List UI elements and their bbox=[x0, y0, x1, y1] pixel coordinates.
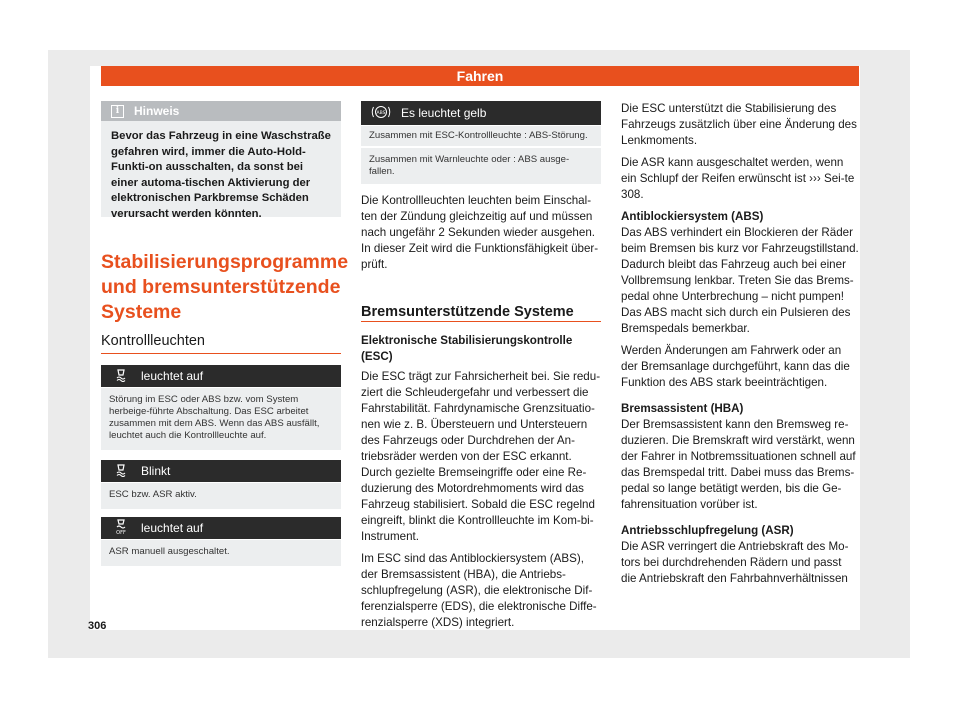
subsection-bremsunterstuetzende: Bremsunterstützende Systeme bbox=[361, 304, 574, 320]
lamp-text: Störung im ESC oder ABS bzw. vom System herbeige-führte Abschaltung. Das ESC arbeitet zusammen mit dem ABS. Wenn das ABS ausfällt, leuchtet auch die Kontrollleuchte auf. bbox=[101, 388, 341, 450]
abs-yellow-header bbox=[361, 101, 601, 125]
lamp-text: ESC bzw. ASR aktiv. bbox=[101, 483, 341, 509]
lamp-label: leuchtet auf bbox=[141, 521, 204, 535]
svg-text:ABS: ABS bbox=[376, 110, 386, 116]
subsection-kontrollleuchten: Kontrollleuchten bbox=[101, 333, 205, 349]
page-number: 306 bbox=[88, 620, 107, 632]
lamp-header-asr-off bbox=[101, 517, 341, 539]
esc-paragraph: Im ESC sind das Antiblockiersystem (ABS), der Bremsassistent (HBA), die Antriebs-schlupfregelung (ASR), die elektronische Dif-ferenzialsperre (EDS), die elektronische Diffe-renzialsperre (XDS) integriert. bbox=[361, 552, 597, 629]
paragraph: Die ASR verringert die Antriebskraft des Mo-tors bei durchdrehenden Rädern und passt die Antriebskraft den Fahrbahnverhältnissen bbox=[621, 540, 849, 585]
asr-heading: Antriebsschlupfregelung (ASR) bbox=[621, 524, 794, 537]
info-icon: i bbox=[111, 105, 124, 118]
paragraph-asr-link: Die ASR kann ausgeschaltet werden, wenn ein Schlupf der Reifen erwünscht ist ››› Sei-te 308. bbox=[621, 156, 855, 201]
paragraph: Das ABS verhindert ein Blockieren der Räder beim Bremsen bis kurz vor Fahrzeugstillstand. Dadurch bleibt das Fahrzeug auch bei einer Vollbremsung lenkbar. Treten Sie das Brems-pedal ohne Unterbrechung – nicht pumpen! Das ABS macht sich durch ein Pulsieren des Bremspedals bemerkbar. bbox=[621, 226, 859, 335]
esc-section bbox=[361, 333, 603, 637]
hba-heading: Bremsassistent (HBA) bbox=[621, 402, 744, 415]
abs-yellow-label: Es leuchtet gelb bbox=[401, 106, 487, 120]
note-box bbox=[101, 101, 341, 220]
note-text: Bevor das Fahrzeug in eine Waschstraße gefahren wird, immer die Auto-Hold-Funkti-on ausschalten, da sonst bei einer automa-tischen Aktivierung der elektronischen Parkbremse Schäden verursacht werden könnten. bbox=[111, 130, 331, 220]
intro-paragraph: Die Kontrollleuchten leuchten beim Einschal-ten der Zündung gleichzeitig auf und müssen nach ungefähr 2 Sekunden wieder ausgehen. In dieser Zeit wird die Funktionsfähigkeit über-prüft. bbox=[361, 194, 599, 271]
lamp-label: Blinkt bbox=[141, 464, 171, 478]
right-column bbox=[621, 101, 859, 593]
paragraph: Der Bremsassistent kann den Bremsweg re-duzieren. Die Bremskraft wird verstärkt, wenn der Fahrer in Notbremssituationen schnell auf das Bremspedal tritt. Dabei muss das Brems-pedal so lange betätigt werden, bis die Ge-fahrensituation vorüber ist. bbox=[621, 418, 856, 511]
esc-warning-icon bbox=[101, 368, 141, 385]
abs-icon bbox=[361, 105, 401, 122]
esc-heading: Elektronische Stabilisierungskontrolle (ESC) bbox=[361, 334, 573, 363]
lamp-header-esc-on bbox=[101, 365, 341, 387]
abs-row: Zusammen mit Warnleuchte oder : ABS ausge-fallen. bbox=[361, 148, 601, 184]
abs-row: Zusammen mit ESC-Kontrollleuchte : ABS-Störung. bbox=[361, 126, 601, 146]
note-title: Hinweis bbox=[134, 104, 180, 118]
paragraph: Werden Änderungen am Fahrwerk oder an der Bremsanlage durchgeführt, kann das die Funktion des ABS stark beeinträchtigen. bbox=[621, 344, 850, 389]
esc-warning-icon bbox=[101, 463, 141, 480]
esc-off-icon bbox=[101, 519, 141, 538]
paragraph: Die ESC unterstützt die Stabilisierung des Fahrzeugs zusätzlich über eine Änderung des Lenkmoments. bbox=[621, 102, 857, 147]
section-title: Stabilisierungsprogramme und bremsunterstützende Systeme bbox=[101, 251, 349, 323]
chapter-header: Fahren bbox=[101, 66, 859, 86]
divider bbox=[361, 321, 601, 322]
lamp-header-esc-blink bbox=[101, 460, 341, 482]
divider bbox=[101, 353, 341, 354]
lamp-text: ASR manuell ausgeschaltet. bbox=[101, 540, 341, 566]
lamp-label: leuchtet auf bbox=[141, 369, 204, 383]
svg-text:OFF: OFF bbox=[116, 529, 126, 535]
note-header bbox=[101, 101, 341, 121]
esc-paragraph: Die ESC trägt zur Fahrsicherheit bei. Sie redu-ziert die Schleudergefahr und verbessert die Fahrstabilität. Fahrdynamische Grenzsituatio-nen wie z. B. Übersteuern und Untersteuern des Fahrzeugs oder Durchdrehen der An-triebsräder werden von der ESC erkannt. Durch gezielte Bremseingriffe oder eine Re-duzierung des Motordrehmoments wird das Fahrzeug stabilisiert. Sobald die ESC regelnd eingreift, blinkt die Kontrollleuchte im Kom-bi-Instrument. bbox=[361, 370, 601, 543]
abs-heading: Antiblockiersystem (ABS) bbox=[621, 210, 764, 223]
